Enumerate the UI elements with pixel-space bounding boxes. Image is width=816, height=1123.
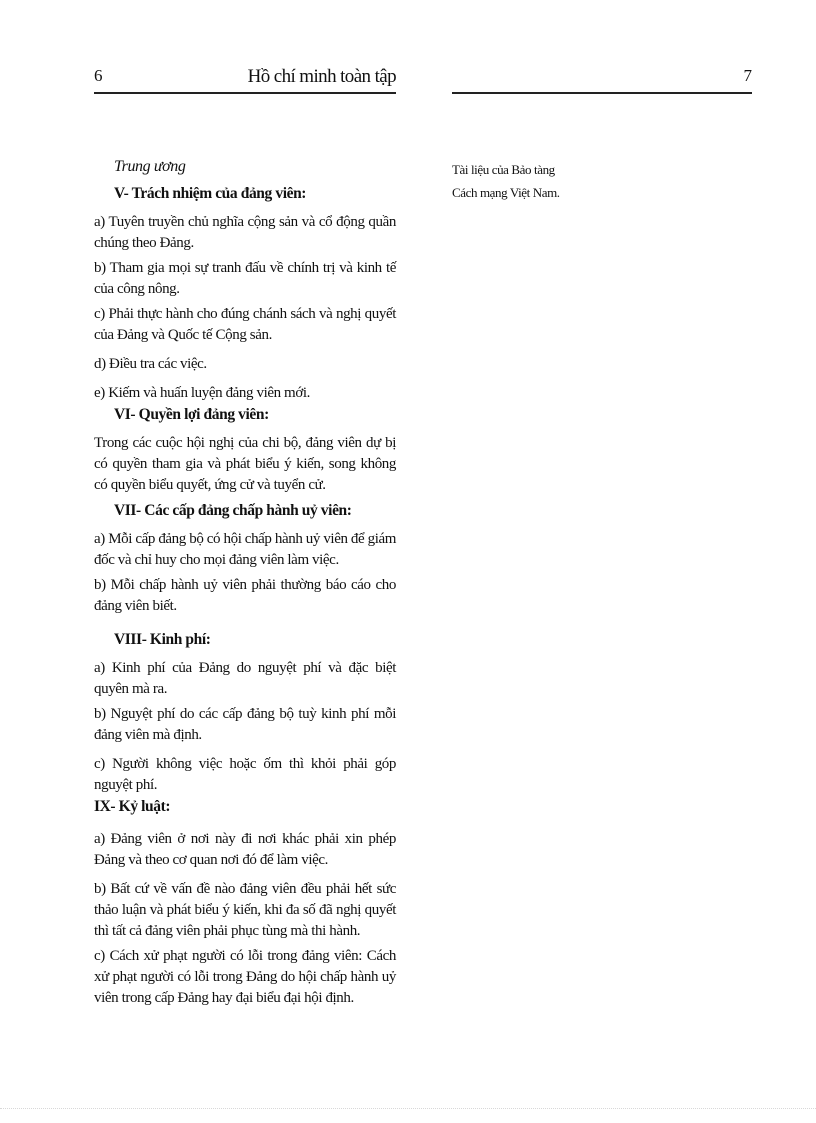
section-vii-item-b: b) Mỗi chấp hành uỷ viên phải thường báo cáo cho đảng viên biết. (94, 577, 396, 614)
section-viii-item-c: c) Người không việc hoặc ốm thì khỏi phải góp nguyệt phí. (94, 756, 396, 793)
source-note-line-1: Tài liệu của Bảo tàng (452, 162, 555, 177)
section-heading-vii: VII- Các cấp đảng chấp hành uỷ viên: (114, 502, 352, 519)
right-page-footnote (452, 158, 572, 204)
right-page-number: 7 (743, 66, 752, 85)
book-title: Hồ chí minh toàn tập (247, 66, 396, 87)
section-v-item-a: a) Tuyên truyền chủ nghĩa cộng sản và cổ động quần chúng theo Đảng. (94, 214, 396, 251)
right-page-header (452, 64, 752, 94)
left-page-number: 6 (94, 66, 102, 85)
section-v-item-e: e) Kiếm và huấn luyện đảng viên mới. (94, 385, 310, 401)
section-viii-item-a: a) Kinh phí của Đảng do nguyệt phí và đặc biệt quyên mà ra. (94, 660, 396, 697)
section-heading-viii: VIII- Kinh phí: (114, 631, 211, 648)
section-viii-item-b: b) Nguyệt phí do các cấp đảng bộ tuỳ kinh phí mỗi đảng viên mà định. (94, 706, 396, 743)
left-page-body (94, 156, 396, 1009)
section-heading-ix: IX- Kỷ luật: (94, 798, 171, 815)
section-v-item-b: b) Tham gia mọi sự tranh đấu về chính trị và kinh tế của công nông. (94, 260, 396, 297)
section-v-item-c: c) Phải thực hành cho đúng chánh sách và nghị quyết của Đảng và Quốc tế Cộng sản. (94, 306, 396, 343)
left-page-header (94, 64, 396, 94)
intro-text: Trung ương (114, 158, 186, 175)
section-ix-item-b: b) Bất cứ về vấn đề nào đảng viên đều phải hết sức thảo luận và phát biểu ý kiến, khi đa số đã nghị quyết thì tất cả đảng viên phải phục tùng mà thi hành. (94, 881, 396, 939)
page-bottom-rule (0, 1108, 816, 1109)
section-v-item-d: d) Điều tra các việc. (94, 356, 207, 372)
source-note-line-2: Cách mạng Việt Nam. (452, 185, 560, 200)
section-vi-paragraph: Trong các cuộc hội nghị của chi bộ, đảng viên dự bị có quyền tham gia và phát biểu ý kiến, song không có quyền biểu quyết, ứng cử và tuyển cử. (94, 435, 396, 493)
section-ix-item-a: a) Đảng viên ở nơi này đi nơi khác phải xin phép Đảng và theo cơ quan nơi đó để làm việc. (94, 831, 396, 868)
section-heading-v: V- Trách nhiệm của đảng viên: (114, 185, 307, 202)
section-ix-item-c: c) Cách xử phạt người có lỗi trong đảng viên: Cách xử phạt người có lỗi trong Đảng do hội chấp hành uỷ viên trong cấp Đảng hay đại biểu đại hội định. (94, 948, 396, 1006)
section-heading-vi: VI- Quyền lợi đảng viên: (114, 406, 269, 423)
section-vii-item-a: a) Mỗi cấp đảng bộ có hội chấp hành uỷ viên để giám đốc và chỉ huy cho mọi đảng viên làm việc. (94, 531, 397, 568)
